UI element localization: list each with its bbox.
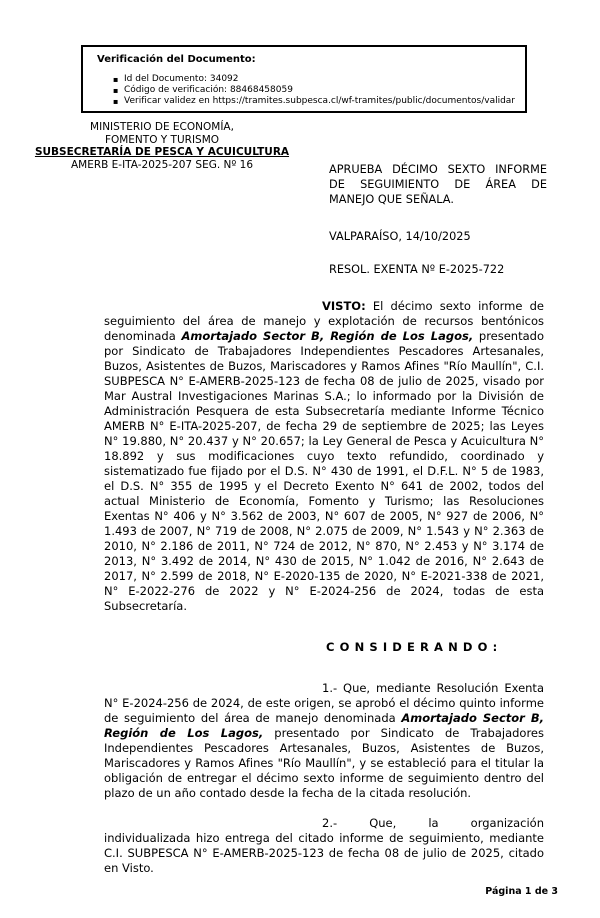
considerando-paragraph-2: 2.- Que, la organización individualizada hizo entrega del citado informe de seguimiento, mediante C.I. SUBPESCA N° E-AMERB-2025-123 de fecha 08 de julio de 2025, citado en Visto.: [104, 816, 544, 875]
verification-item-document-id: ▪ Id del Documento: 34092: [124, 74, 521, 85]
place-and-date: VALPARAÍSO, 14/10/2025: [329, 230, 471, 244]
verification-item-code: ▪ Código de verificación: 88468458059: [124, 85, 521, 96]
verification-item-url: ▪ Verificar validez en https://tramites.subpesca.cl/wf-tramites/public/documentos/validar: [124, 96, 521, 107]
verification-box-title: Verificación del Documento:: [97, 54, 256, 65]
verification-list: [97, 74, 521, 107]
heading-block: [329, 163, 547, 278]
visto-paragraph: VISTO: El décimo sexto informe de seguimiento del área de manejo y explotación de recursos bentónicos denominada Amortajado Sector B, Región de Los Lagos, presentado por Sindicato de Trabajadores Independientes Pescadores Artesanales, Buzos, Asistentes de Buzos, Mariscadores y Ramos Afines "Río Maullín", C.I. SUBPESCA N° E-AMERB-2025-123 de fecha 08 de julio de 2025, visado por Mar Austral Investigaciones Marinas S.A.; lo informado por la División de Administración Pesquera de esta Subsecretaría mediante Informe Técnico AMERB N° E-ITA-2025-207, de fecha 29 de septiembre de 2025; las Leyes N° 19.880, N° 20.437 y N° 20.657; la Ley General de Pesca y Acuicultura N° 18.892 y sus modificaciones cuyo texto refundido, coordinado y sistematizado fue fijado por el D.S. N° 430 de 1991, el D.F.L. N° 5 de 1983, el D.S. N° 355 de 1995 y el Decreto Exento N° 641 de 2002, todos del actual Ministerio de Economía, Fomento y Turismo; las Resoluciones Exentas N° 406 y N° 3.562 de 2003, N° 607 de 2005, N° 927 de 2006, N° 1.493 de 2007, N° 719 de 2008, N° 2.075 de 2009, N° 1.543 y N° 2.363 de 2010, N° 2.186 de 2011, N° 724 de 2012, N° 870, N° 2.453 y N° 3.174 de 2013, N° 3.492 de 2014, N° 430 de 2015, N° 1.042 de 2016, N° 2.643 de 2017, N° 2.599 de 2018, N° E-2020-135 de 2020, N° E-2021-338 de 2021, N° E-2022-276 de 2022 y N° E-2024-256 de 2024, todas de esta Subsecretaría.: [104, 299, 544, 613]
considerando-heading: CONSIDERANDO:: [326, 640, 503, 654]
resolution-subject: APRUEBA DÉCIMO SEXTO INFORME DE SEGUIMIENTO DE ÁREA DE MANEJO QUE SEÑALA.: [329, 163, 547, 206]
considerando-paragraph-1: 1.- Que, mediante Resolución Exenta N° E-2024-256 de 2024, de este origen, se aprobó el décimo quinto informe de seguimiento del área de manejo denominada Amortajado Sector B, Región de Los Lagos, presentado por Sindicato de Trabajadores Independientes Pescadores Artesanales, Buzos, Asistentes de Buzos, Mariscadores y Ramos Afines "Río Maullín", y se estableció para el titular la obligación de entregar el décimo sexto informe de seguimiento dentro del plazo de un año contado desde la fecha de la citada resolución.: [104, 681, 544, 800]
subsecretaria-name: SUBSECRETARÍA DE PESCA Y ACUICULTURA: [34, 146, 290, 159]
ministry-name-line1: MINISTERIO DE ECONOMÍA,: [90, 121, 234, 133]
document-reference: AMERB E-ITA-2025-207 SEG. Nº 16: [70, 158, 254, 171]
verification-box: [81, 45, 527, 113]
resolution-number: RESOL. EXENTA Nº E-2025-722: [329, 263, 505, 277]
page-number: Página 1 de 3: [485, 886, 558, 897]
ministry-name-line2: FOMENTO Y TURISMO: [104, 133, 220, 146]
letterhead: [30, 121, 294, 171]
resolution-body: [104, 299, 544, 876]
